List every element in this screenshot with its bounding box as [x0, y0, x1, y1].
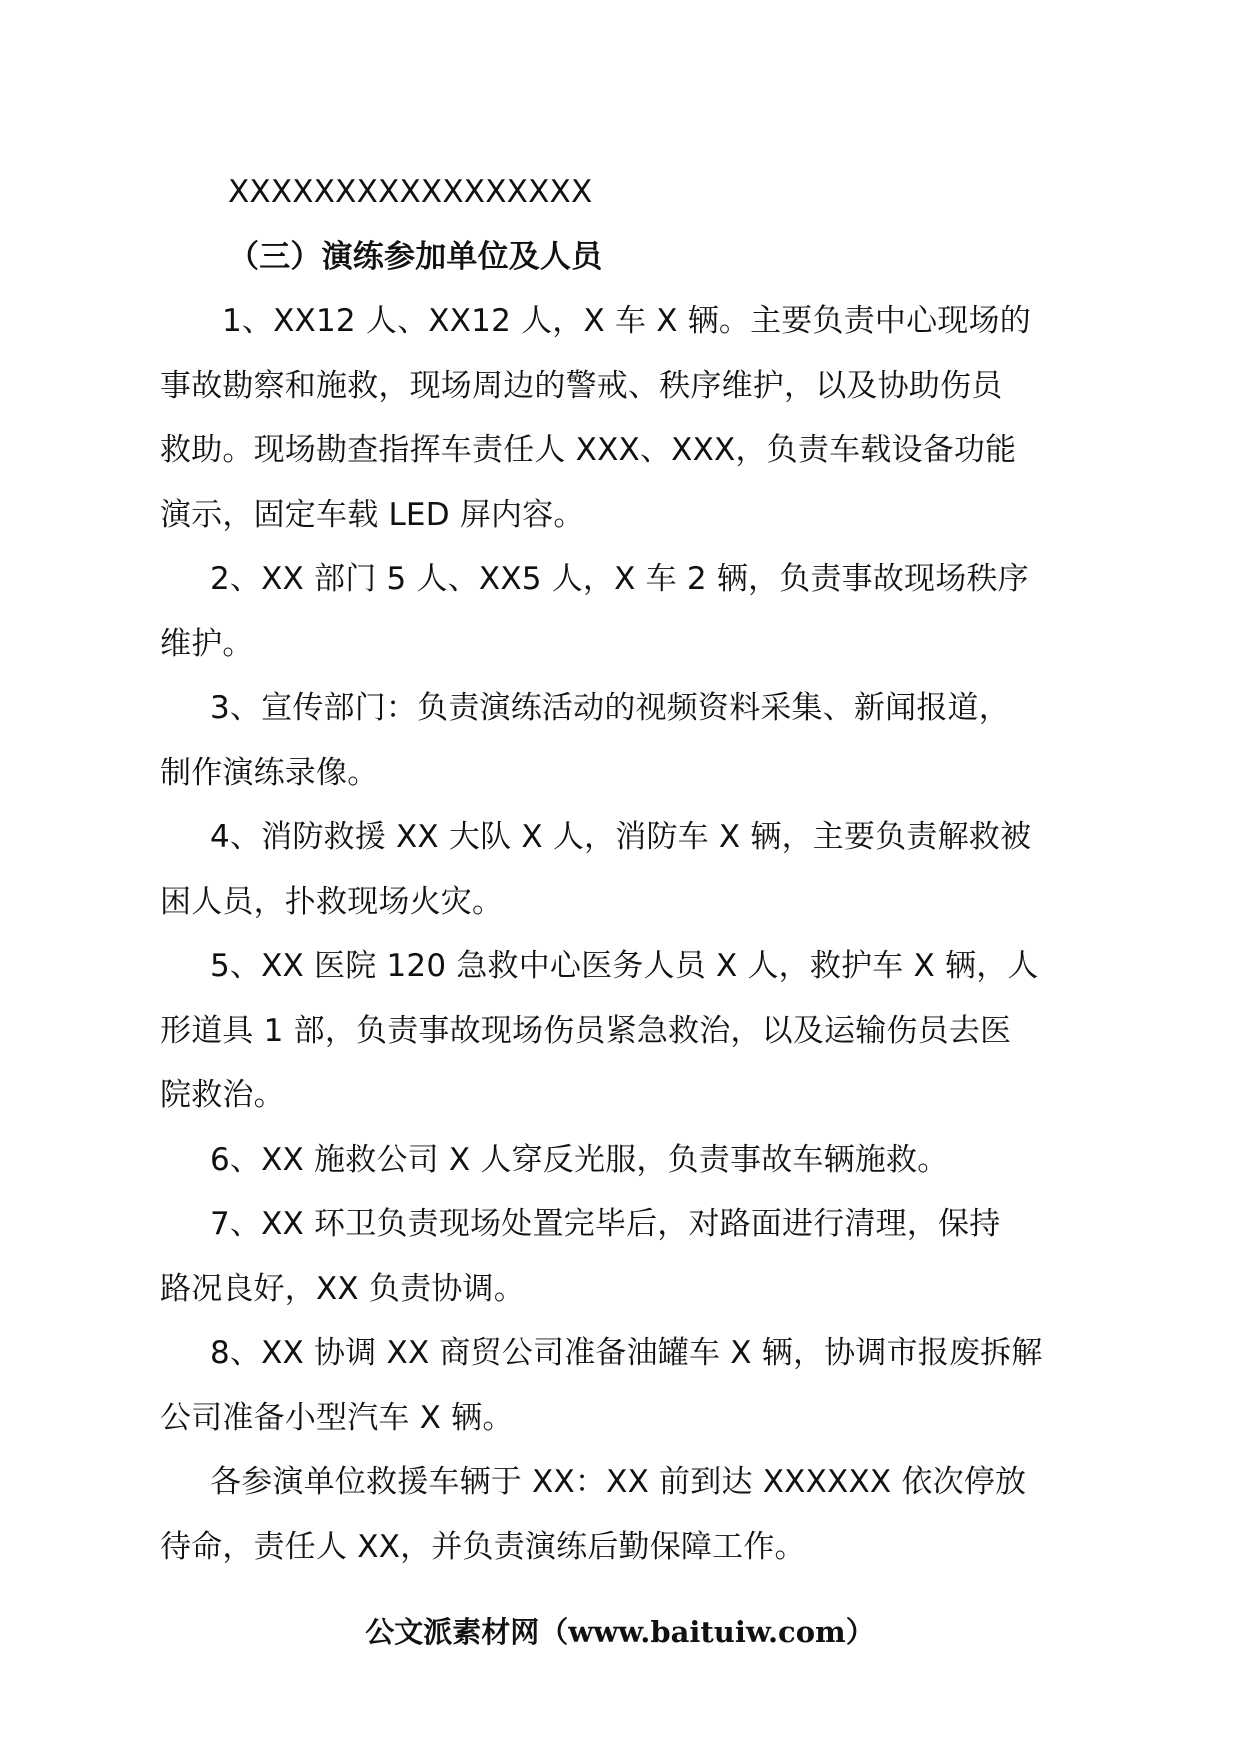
item-8-line-1: 8、XX 协调 XX 商贸公司准备油罐车 X 辆，协调市报废拆解 [210, 1335, 1043, 1371]
document-body [160, 160, 1080, 1579]
item-1-line-1: 1、XX12 人、XX12 人，X 车 X 辆。主要负责中心现场的 [222, 303, 1031, 339]
item-7-line-1: 7、XX 环卫负责现场处置完毕后，对路面进行清理，保持 [210, 1206, 1001, 1242]
item-8-line-2: 公司准备小型汽车 X 辆。 [160, 1399, 514, 1436]
item-3-line-2: 制作演练录像。 [160, 754, 379, 791]
item-6-line-1: 6、XX 施救公司 X 人穿反光服，负责事故车辆施救。 [210, 1141, 949, 1178]
item-3-line-1: 3、宣传部门：负责演练活动的视频资料采集、新闻报道， [210, 690, 1010, 726]
item-2-line-1: 2、XX 部门 5 人、XX5 人，X 车 2 辆，负责事故现场秩序 [210, 561, 1029, 597]
text-line-placeholder: XXXXXXXXXXXXXXXXX [228, 174, 593, 210]
item-1-line-4: 演示，固定车载 LED 屏内容。 [160, 496, 585, 533]
item-4-line-1: 4、消防救援 XX 大队 X 人，消防车 X 辆，主要负责解救被 [210, 819, 1032, 855]
item-2-line-2: 维护。 [160, 625, 254, 662]
item-1-line-2: 事故勘察和施救，现场周边的警戒、秩序维护，以及协助伤员 [160, 367, 1003, 404]
item-5-line-1: 5、XX 医院 120 急救中心医务人员 X 人，救护车 X 辆，人 [210, 948, 1039, 984]
footer-watermark: 公文派素材网（www.baituiw.com） [365, 1615, 875, 1649]
closing-line-1: 各参演单位救援车辆于 XX：XX 前到达 XXXXXX 依次停放 [210, 1464, 1027, 1500]
item-5-line-3: 院救治。 [160, 1077, 285, 1113]
item-4-line-2: 困人员，扑救现场火灾。 [160, 883, 504, 920]
closing-line-2: 待命，责任人 XX，并负责演练后勤保障工作。 [160, 1528, 806, 1565]
item-1-line-3: 救助。现场勘查指挥车责任人 XXX、XXX，负责车载设备功能 [160, 432, 1017, 468]
section-heading: （三）演练参加单位及人员 [228, 238, 603, 275]
item-7-line-2: 路况良好，XX 负责协调。 [160, 1270, 525, 1307]
item-5-line-2: 形道具 1 部，负责事故现场伤员紧急救治，以及运输伤员去医 [160, 1012, 1012, 1049]
